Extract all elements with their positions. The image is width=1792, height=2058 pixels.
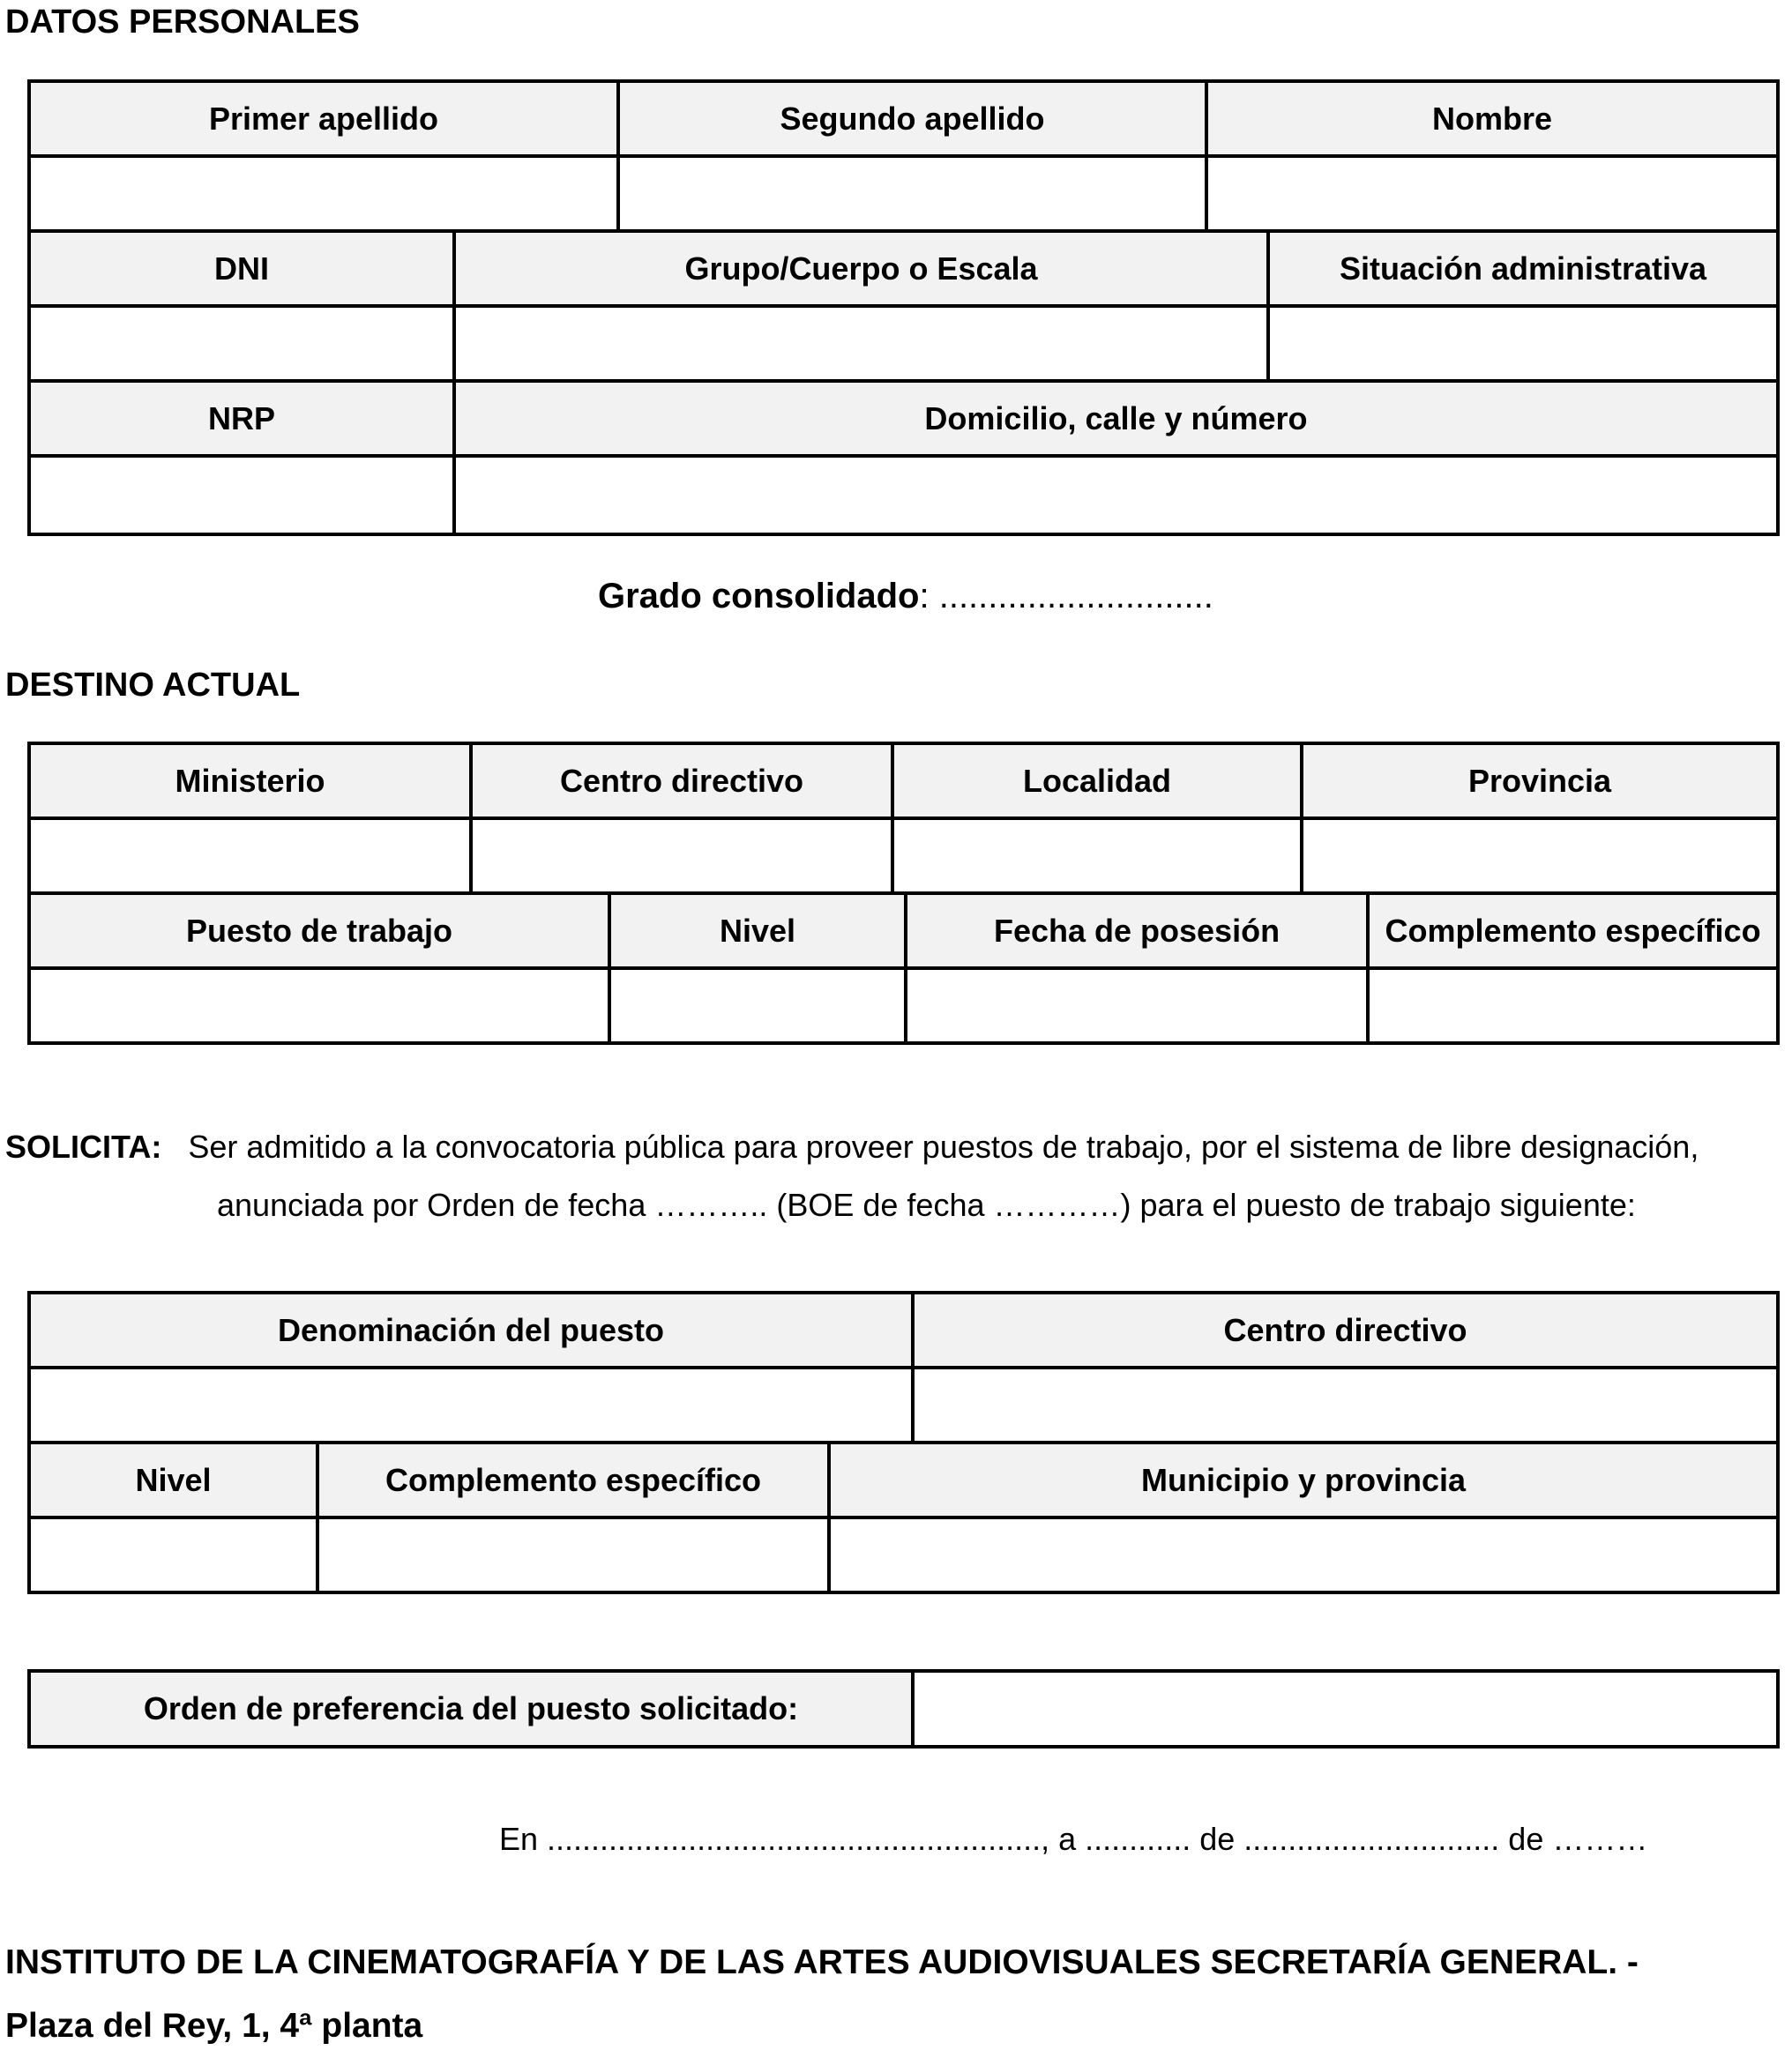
header-orden-de-preferencia: Orden de preferencia del puesto solicitado: xyxy=(29,1671,913,1747)
field-domicilio[interactable] xyxy=(454,456,1778,534)
field-centro-directivo[interactable] xyxy=(471,818,892,893)
field-puesto-de-trabajo[interactable] xyxy=(29,968,609,1043)
field-primer-apellido[interactable] xyxy=(29,156,618,231)
solicita-line2: anunciada por Orden de fecha ……….. (BOE de fecha …………) para el puesto de trabajo siguiente: xyxy=(217,1187,1636,1223)
header-primer-apellido: Primer apellido xyxy=(29,81,618,156)
footer-address xyxy=(5,1931,1787,2058)
field-provincia[interactable] xyxy=(1302,818,1778,893)
header-centro-directivo-puesto: Centro directivo xyxy=(913,1293,1778,1368)
header-nrp: NRP xyxy=(29,381,454,456)
header-nombre: Nombre xyxy=(1206,81,1778,156)
solicita-label: SOLICITA: xyxy=(5,1129,162,1165)
footer-line1: INSTITUTO DE LA CINEMATOGRAFÍA Y DE LAS ARTES AUDIOVISUALES SECRETARÍA GENERAL. - xyxy=(5,1943,1639,1981)
header-municipio-y-provincia: Municipio y provincia xyxy=(829,1443,1778,1517)
field-centro-directivo-puesto[interactable] xyxy=(913,1368,1778,1443)
section-title-datos-personales: DATOS PERSONALES xyxy=(5,4,360,41)
field-situacion-administrativa[interactable] xyxy=(1268,306,1778,381)
header-dni: DNI xyxy=(29,231,454,306)
header-puesto-de-trabajo: Puesto de trabajo xyxy=(29,893,609,968)
header-situacion-administrativa: Situación administrativa xyxy=(1268,231,1778,306)
field-fecha-de-posesion[interactable] xyxy=(906,968,1368,1043)
header-grupo-cuerpo-escala: Grupo/Cuerpo o Escala xyxy=(454,231,1268,306)
field-localidad[interactable] xyxy=(892,818,1302,893)
field-nombre[interactable] xyxy=(1206,156,1778,231)
header-ministerio: Ministerio xyxy=(29,743,471,818)
lugar-y-fecha-line[interactable]: En ........................................................, a ............ de ............................. de ……… xyxy=(499,1821,1648,1857)
grado-consolidado-dots[interactable]: : ............................ xyxy=(919,577,1213,615)
field-nivel-puesto[interactable] xyxy=(29,1517,317,1592)
field-complemento-especifico-puesto[interactable] xyxy=(317,1517,829,1592)
header-localidad: Localidad xyxy=(892,743,1302,818)
field-nivel[interactable] xyxy=(609,968,906,1043)
grado-consolidado-label: Grado consolidado xyxy=(598,577,920,615)
solicita-paragraph xyxy=(5,1118,1792,1234)
grado-consolidado-line xyxy=(598,577,1213,616)
section-title-destino-actual: DESTINO ACTUAL xyxy=(5,667,301,704)
preferencia-table xyxy=(27,1669,1780,1749)
footer-line2: Plaza del Rey, 1, 4ª planta xyxy=(5,2007,423,2045)
field-segundo-apellido[interactable] xyxy=(618,156,1206,231)
header-provincia: Provincia xyxy=(1302,743,1778,818)
datos-personales-table xyxy=(27,79,1780,536)
field-orden-de-preferencia[interactable] xyxy=(913,1671,1778,1747)
header-centro-directivo: Centro directivo xyxy=(471,743,892,818)
header-complemento-especifico-puesto: Complemento específico xyxy=(317,1443,829,1517)
field-complemento-especifico[interactable] xyxy=(1368,968,1778,1043)
field-denominacion-del-puesto[interactable] xyxy=(29,1368,913,1443)
field-ministerio[interactable] xyxy=(29,818,471,893)
puesto-solicitado-table xyxy=(27,1291,1780,1594)
header-segundo-apellido: Segundo apellido xyxy=(618,81,1206,156)
header-complemento-especifico: Complemento específico xyxy=(1368,893,1778,968)
solicita-line1: Ser admitido a la convocatoria pública para proveer puestos de trabajo, por el sistema de libre designación, xyxy=(188,1129,1699,1165)
header-denominacion-del-puesto: Denominación del puesto xyxy=(29,1293,913,1368)
field-municipio-y-provincia[interactable] xyxy=(829,1517,1778,1592)
header-nivel: Nivel xyxy=(609,893,906,968)
header-domicilio: Domicilio, calle y número xyxy=(454,381,1778,456)
destino-actual-table xyxy=(27,742,1780,1045)
header-nivel-puesto: Nivel xyxy=(29,1443,317,1517)
field-nrp[interactable] xyxy=(29,456,454,534)
header-fecha-de-posesion: Fecha de posesión xyxy=(906,893,1368,968)
field-dni[interactable] xyxy=(29,306,454,381)
field-grupo-cuerpo-escala[interactable] xyxy=(454,306,1268,381)
